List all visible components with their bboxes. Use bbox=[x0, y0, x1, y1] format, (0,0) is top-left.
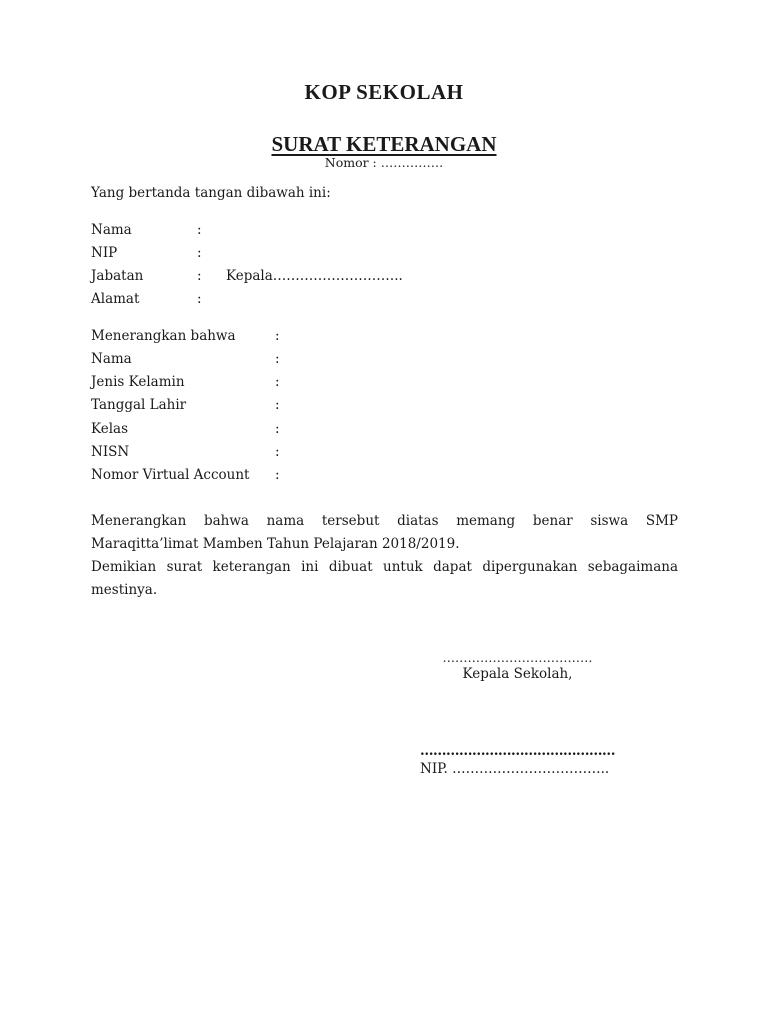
field-label: Jenis Kelamin bbox=[91, 374, 185, 390]
body-line-4: mestinya. bbox=[91, 582, 158, 598]
signer-nip-label: NIP bbox=[91, 245, 118, 261]
signer-name-label: Nama bbox=[91, 222, 132, 238]
signer-position-colon: : bbox=[197, 268, 202, 284]
field-colon: : bbox=[275, 374, 280, 390]
field-colon: : bbox=[275, 351, 280, 367]
body-line-2: Maraqitta’limat Mamben Tahun Pelajaran 2018/2019. bbox=[91, 536, 460, 552]
signer-position-value: Kepala……………………….. bbox=[226, 268, 403, 284]
document-title-text: SURAT KETERANGAN bbox=[271, 132, 497, 156]
document-number: Nomor : …………… bbox=[324, 155, 444, 170]
field-colon: : bbox=[275, 421, 280, 437]
intro-text: Yang bertanda tangan dibawah ini: bbox=[91, 185, 331, 201]
field-colon: : bbox=[275, 328, 280, 344]
signer-name-line: ……………………………………… bbox=[420, 743, 615, 759]
signer-nip-line: NIP. …………………………….. bbox=[420, 761, 610, 777]
body-line-3: Demikian surat keterangan ini dibuat untuk dapat dipergunakan sebagaimana bbox=[91, 559, 678, 575]
field-label: Kelas bbox=[91, 421, 129, 437]
signer-position-label: Jabatan bbox=[91, 268, 144, 284]
field-colon: : bbox=[275, 397, 280, 413]
field-label: Menerangkan bahwa bbox=[91, 328, 236, 344]
body-line-1: Menerangkan bahwa nama tersebut diatas memang benar siswa SMP bbox=[91, 513, 678, 529]
place-date-line: ……………………………… bbox=[442, 650, 593, 665]
document-title bbox=[0, 132, 768, 157]
field-label: NISN bbox=[91, 444, 130, 460]
signer-address-colon: : bbox=[197, 291, 202, 307]
letterhead-title: KOP SEKOLAH bbox=[304, 80, 464, 104]
signer-name-colon: : bbox=[197, 222, 202, 238]
signer-role: Kepala Sekolah, bbox=[462, 666, 573, 682]
signer-address-label: Alamat bbox=[91, 291, 140, 307]
signer-nip-colon: : bbox=[197, 245, 202, 261]
field-label: Tanggal Lahir bbox=[91, 397, 187, 413]
field-colon: : bbox=[275, 444, 280, 460]
field-label: Nama bbox=[91, 351, 132, 367]
field-colon: : bbox=[275, 467, 280, 483]
field-label: Nomor Virtual Account bbox=[91, 467, 250, 483]
